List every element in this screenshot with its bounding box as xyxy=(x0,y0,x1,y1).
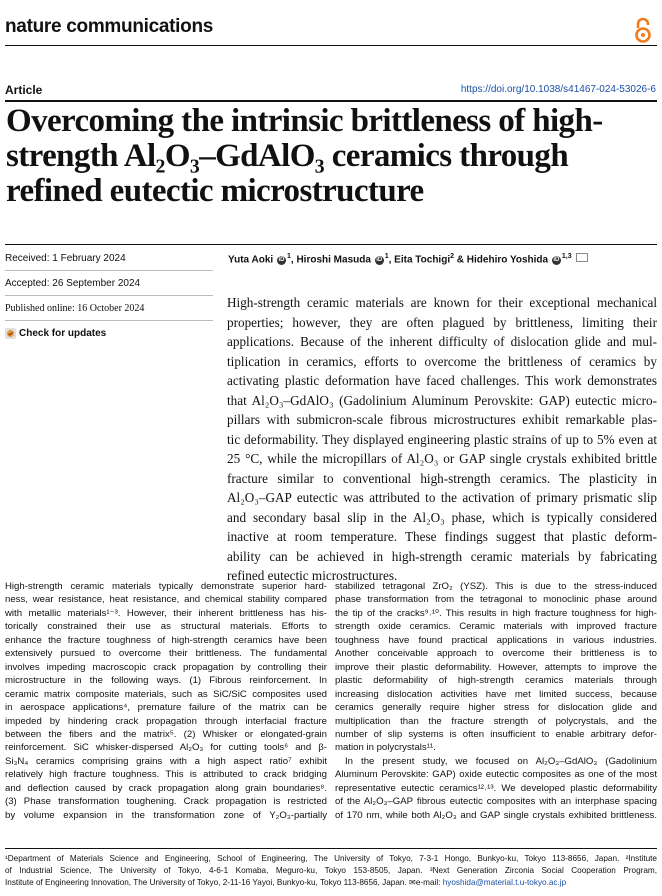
body-line: representative eutectic ceramics¹²˒¹³. We developed plastic deformability xyxy=(335,782,657,794)
journal-name[interactable]: nature communications xyxy=(5,16,214,37)
footnote-line: ¹Department of Materials Science and Engineering, School of Engineering, The University of Tokyo, 7-3-1 Hongo, Bunkyo-ku, Tokyo 113-8656, Japan. ²Institute xyxy=(5,854,657,863)
body-line: Aluminum Perovskite: GAP) oxide eutectic composites as one of the most xyxy=(335,769,657,781)
author-name[interactable]: Eita Tochigi xyxy=(394,254,451,266)
abstract-line: ability can be achieved in high-strength ceramic materials by fabricating xyxy=(227,548,657,564)
header-divider xyxy=(5,45,657,46)
email-link[interactable]: hyoshida@material.t.u-tokyo.ac.jp xyxy=(442,878,567,887)
body-line: stabilized tetragonal ZrO₂ (YSZ). This is due to the stress-induced xyxy=(335,581,657,592)
body-line: between the fibers and the matrix⁵. (2) Whisker or elongated-grain xyxy=(5,728,327,740)
open-access-icon[interactable] xyxy=(634,16,652,44)
author-affiliation: 1 xyxy=(384,253,389,260)
body-line: with metallic materials¹⁻³. However, their inherent brittleness has his- xyxy=(5,607,327,619)
body-line: increasing dislocation activities have met limited success, because xyxy=(335,688,657,700)
body-line: multiplication than the fracture strength of polycrystals, and the xyxy=(335,715,657,727)
body-line: relatively high fracture toughness. This is attributed to crack bridging xyxy=(5,769,327,781)
body-line: High-strength ceramic materials typically demonstrate superior hard- xyxy=(5,581,327,592)
abstract-line: fracture similar to conventional high-strength ceramics. The plasticity in xyxy=(227,470,657,486)
check-for-updates-label: Check for updates xyxy=(19,328,107,339)
article-dates xyxy=(5,246,213,345)
body-line: in aerospace applications⁴, premature failure of the matrix can be xyxy=(5,702,327,714)
published-date: Published online: 16 October 2024 xyxy=(5,296,213,321)
author-separator: & xyxy=(454,254,467,266)
abstract-line: activating plastic deformation have faced challenges. This work demonstrates xyxy=(227,373,657,388)
footnote-line-text: Institute of Engineering Innovation, The University of Tokyo, 2-11-16 Yayoi, Bunkyo-ku, Tokyo 113-8656, Japan. ✉e-mail: xyxy=(5,878,443,887)
footnote-line xyxy=(5,877,657,889)
abstract-line: properties; however, they are often plagued by brittleness, limiting their xyxy=(227,314,657,330)
author-name[interactable]: Hiroshi Masuda xyxy=(296,254,371,266)
body-line: by volume expansion in the transformation zone of Y₂O₃-partially xyxy=(5,809,327,821)
abstract-line: refined eutectic microstructures. xyxy=(227,568,398,583)
body-line: plastic deformability of high-strength ceramics materials through xyxy=(335,675,657,687)
abstract-line: inactive at room temperature. These findings suggest that plastic deform- xyxy=(227,529,657,544)
orcid-icon[interactable]: iD xyxy=(278,257,285,264)
body-line: torically constrained their use as structural materials. Efforts to xyxy=(5,621,327,633)
title-line: Overcoming the intrinsic brittleness of high- xyxy=(6,103,603,139)
author-name[interactable]: Yuta Aoki xyxy=(228,254,274,266)
author-affiliation: 1,3 xyxy=(561,253,572,260)
abstract-line: and secondary basal slip in the Al₂O₃ phase, which is typically considered xyxy=(227,509,657,525)
received-date: Received: 1 February 2024 xyxy=(5,246,213,271)
body-line: of the Al₂O₃–GAP fibrous eutectic composites with an interphase spacing xyxy=(335,796,657,808)
meta-divider xyxy=(5,244,657,245)
body-line: extensively pursued to overcome their brittleness. The fundamental xyxy=(5,648,327,660)
check-for-updates-button[interactable] xyxy=(5,321,213,345)
author-separator: , xyxy=(290,254,297,266)
body-line: In the present study, we focused on Al₂O₃–GdAlO₃ (Gadolinium xyxy=(345,755,657,767)
body-line: microstructure in the following ways. (1) Fibrous reinforcement. In xyxy=(5,675,327,687)
body-line: (3) Phase transformation toughening. Crack propagation is restricted xyxy=(5,796,327,808)
check-for-updates-icon xyxy=(5,328,16,339)
body-column-left xyxy=(5,580,327,822)
abstract-line: tic deformability. They displayed engineering plastic strains of up to 5% even at xyxy=(227,431,657,447)
body-line: the tip of the cracks⁹˒¹⁰. This results in high fracture toughness for high- xyxy=(335,607,657,619)
author-list xyxy=(228,253,588,265)
body-line: ceramic matrix composite materials, such as SiC/SiC composites used xyxy=(5,688,327,700)
author-affiliation: 1 xyxy=(286,253,291,260)
body-line: Si₃N₄ ceramics comprising grains with a high aspect ratio⁷ exhibit xyxy=(5,755,327,767)
footnote-divider xyxy=(5,848,657,849)
accepted-date: Accepted: 26 September 2024 xyxy=(5,271,213,296)
author-name[interactable]: Hidehiro Yoshida xyxy=(466,254,549,266)
affiliations-footnote xyxy=(5,853,657,889)
body-line: of 170 nm, while both Al₂O₃ and GAP single crystals exhibited brittleness. xyxy=(335,809,657,821)
body-line: ceramics generally require higher stress for dislocation glide and xyxy=(335,702,657,714)
footnote-line: of Industrial Science, The University of Tokyo, 4-6-1 Komaba, Meguro-ku, Tokyo 153-8505, Japan. ³Next Generation Zirconia Social Cooperation Program, xyxy=(5,866,657,875)
body-line: phase transformation from the tetragonal to monoclinic phase around xyxy=(335,594,657,606)
title-line: refined eutectic microstructure xyxy=(6,173,424,209)
body-line: reinforcement. SiC whisker-dispersed Al₂O₃ for cutting tools⁶ and β- xyxy=(5,742,327,754)
orcid-icon[interactable]: iD xyxy=(376,257,383,264)
body-line: enhance the fracture toughness of high-strength ceramics have been xyxy=(5,634,327,646)
body-line: ness, wear resistance, heat resistance, and chemical stability compared xyxy=(5,594,327,606)
abstract-line: applications. Because of the inherent difficulty of dislocation glide and mul- xyxy=(227,334,657,349)
author-affiliation: 2 xyxy=(450,253,455,260)
body-line: mation in polycrystals¹¹. xyxy=(335,742,436,754)
abstract-line: tiplication in ceramics, efforts to overcome the brittleness of ceramics by xyxy=(227,353,657,369)
body-line: Another conceivable approach to overcome their brittleness is to xyxy=(335,648,657,660)
orcid-icon[interactable]: iD xyxy=(553,257,560,264)
body-line: strength oxide ceramics. Ceramic materials with improved fracture xyxy=(335,621,657,633)
article-type: Article xyxy=(5,83,43,97)
body-column-right xyxy=(335,580,657,822)
abstract-line: Al₂O₃–GAP eutectic was attributed to the activation of primary prismatic slip xyxy=(227,490,657,505)
body-line: impeded by hindering crack propagation through interfacial fracture xyxy=(5,715,327,727)
body-line: number of slip systems is often insufficient to enable arbitrary defor- xyxy=(335,728,657,740)
author-separator: , xyxy=(388,254,395,266)
body-line: toughness have found practical applications in various industries. xyxy=(335,634,657,646)
body-line: and deflection caused by crack propagation along grain boundaries⁸. xyxy=(5,782,327,794)
abstract-line: pillars with submicron-scale fibrous microstructures exhibit remarkable plas- xyxy=(227,412,657,427)
abstract-line: that Al₂O₃–GdAlO₃ (Gadolinium Aluminum Perovskite: GAP) eutectic micro- xyxy=(227,392,657,408)
body-line: involves impeding macroscopic crack propagation by controlling their xyxy=(5,661,327,673)
abstract-line: 25 °C, while the micropillars of Al₂O₃ or GAP single crystals exhibited brittle xyxy=(227,451,657,466)
mail-icon[interactable] xyxy=(576,253,588,262)
title-line: strength Al₂O₃–GdAlO₃ ceramics through xyxy=(6,138,569,174)
title-divider xyxy=(5,100,657,102)
abstract xyxy=(227,293,657,586)
article-title xyxy=(6,104,658,209)
doi-link[interactable]: https://doi.org/10.1038/s41467-024-53026-6 xyxy=(460,84,656,95)
abstract-line: High-strength ceramic materials are known for their exceptional mechanical xyxy=(227,295,657,310)
body-line: improve their plastic deformability. However, attempts to improve the xyxy=(335,661,657,673)
